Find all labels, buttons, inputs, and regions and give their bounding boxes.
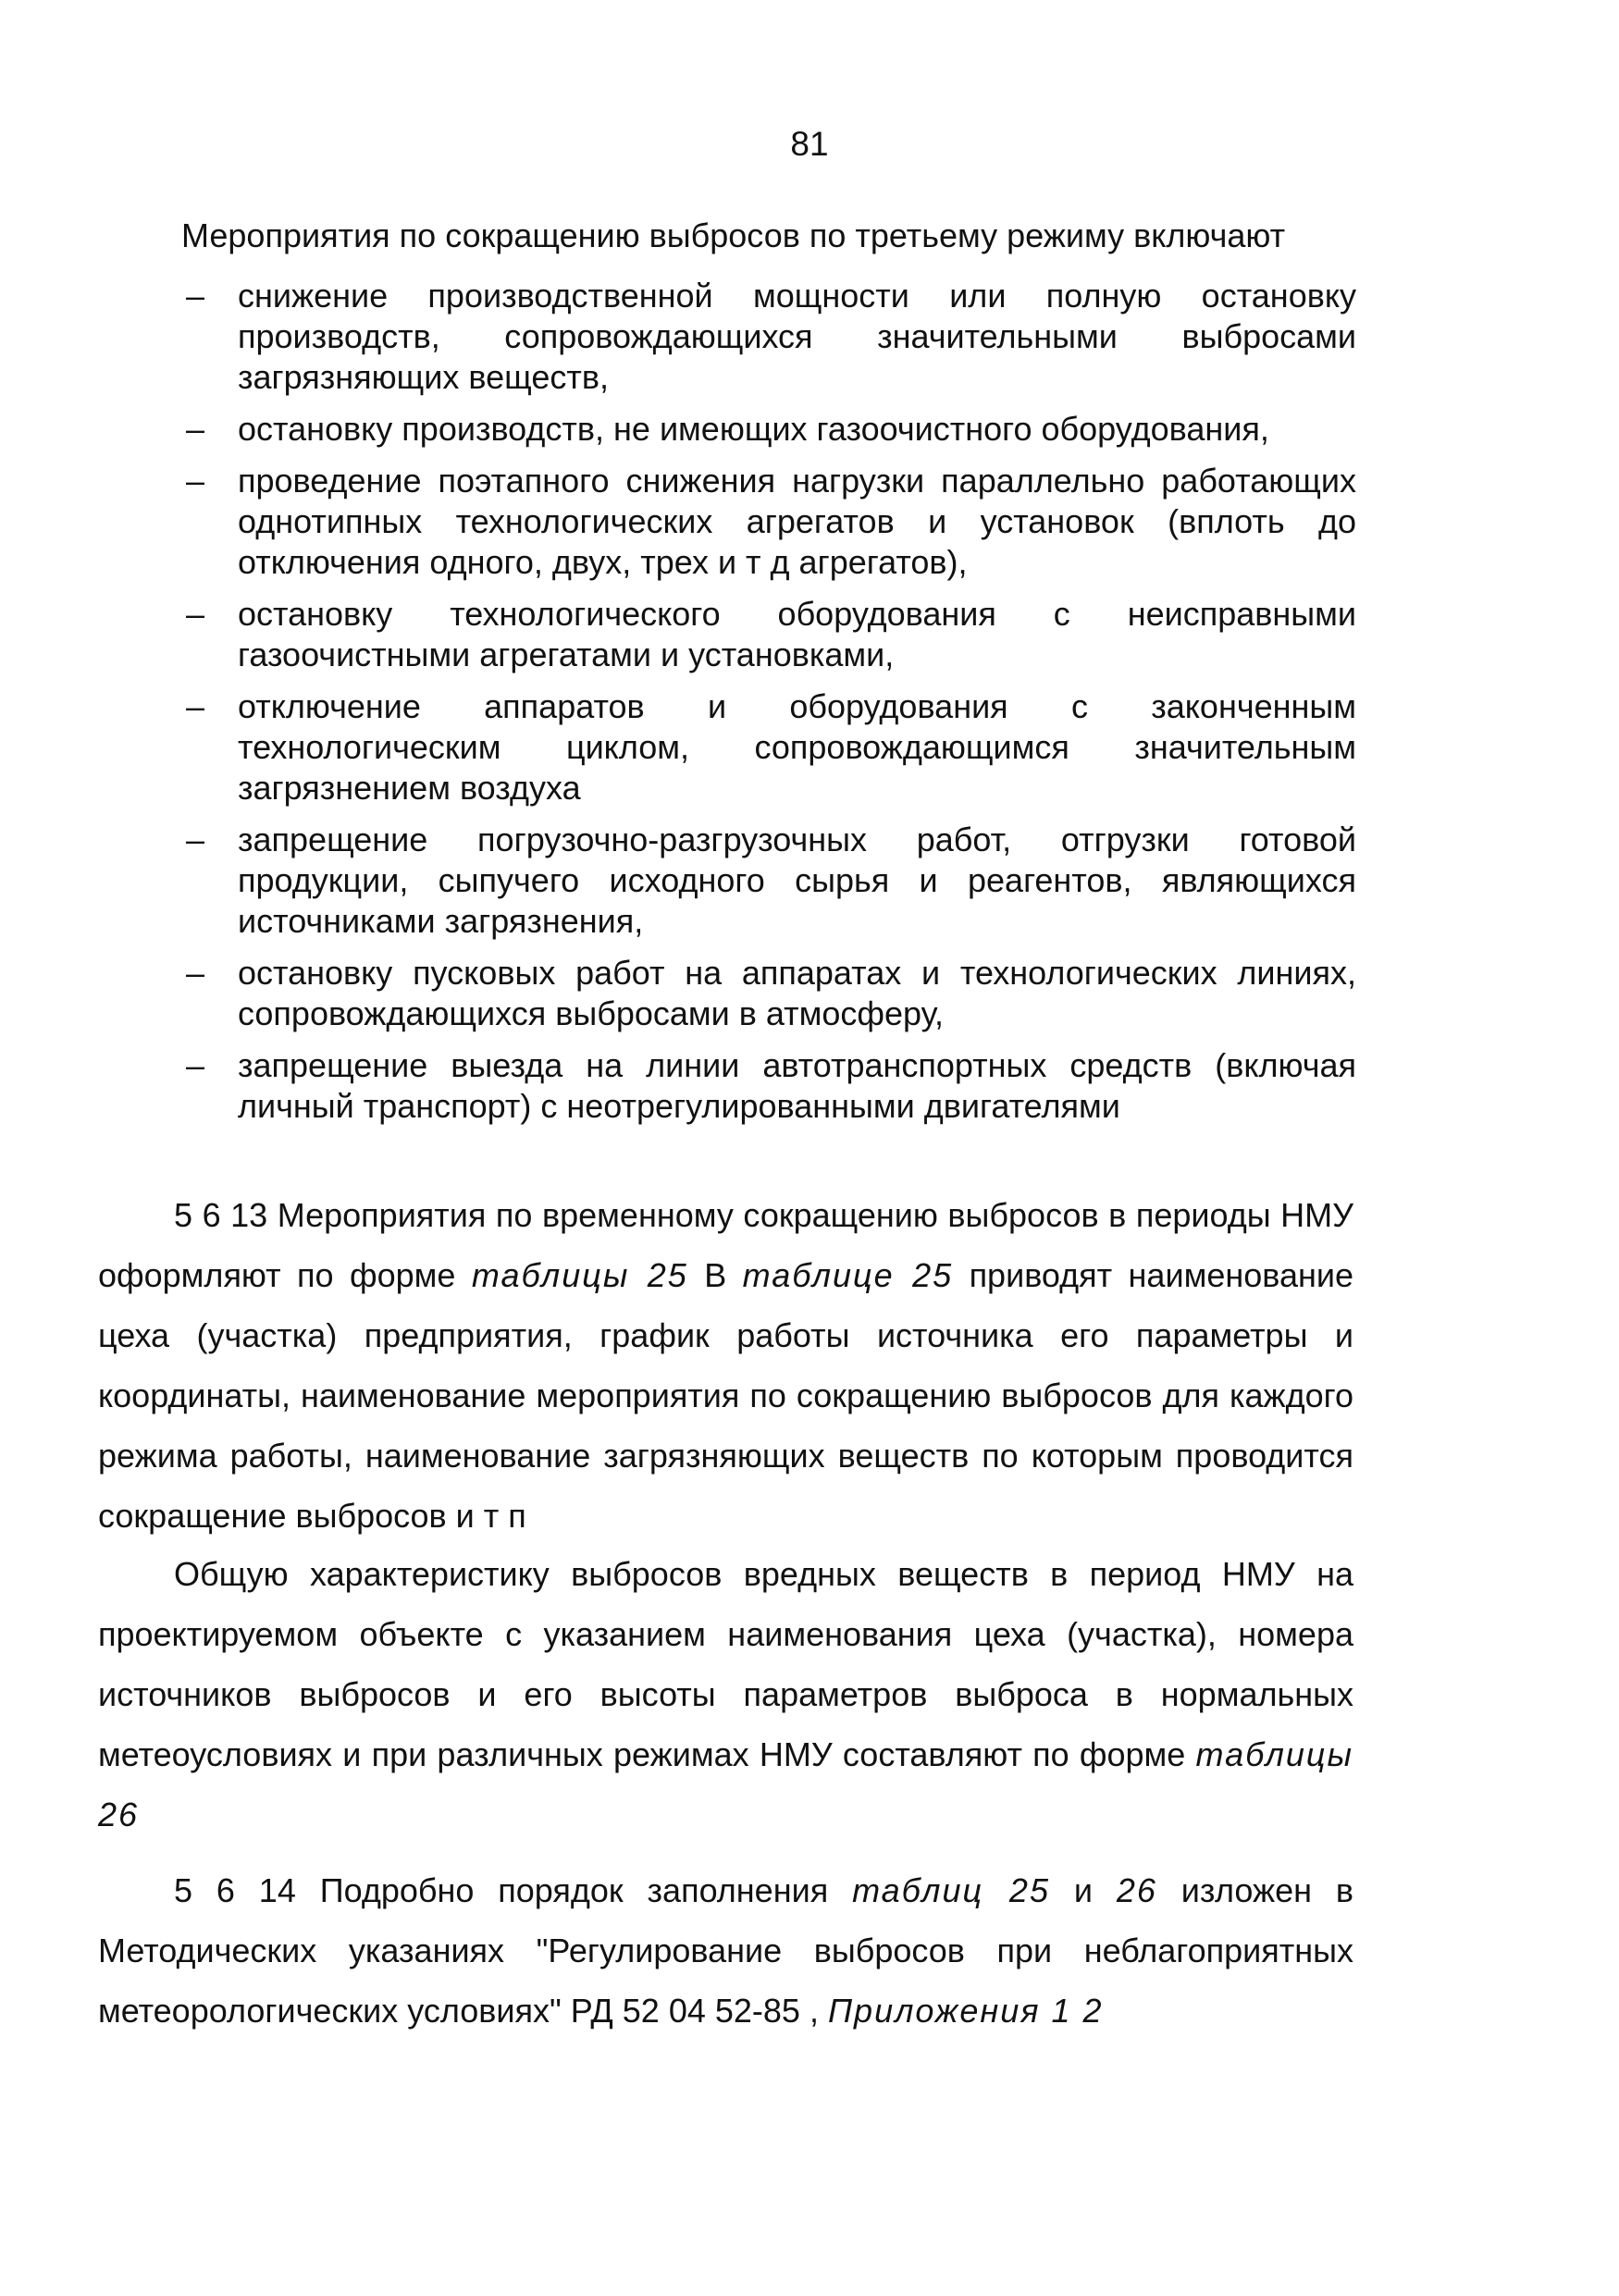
section-intro: Мероприятия по сокращению выбросов по третьему режиму включают (181, 216, 1286, 254)
table-reference: таблицы 25 (471, 1256, 688, 1294)
list-item-text: остановку технологического оборудования с неисправными газоочистными агрегатами и установками, (238, 595, 1356, 673)
page-number: 81 (790, 125, 829, 163)
paragraph-general-characteristics (98, 1544, 1353, 1845)
table-reference: 26 (1116, 1871, 1157, 1909)
list-item (181, 276, 1356, 398)
list-item (181, 409, 1356, 450)
dash-marker: – (185, 462, 205, 500)
paragraph-text: В (687, 1256, 743, 1294)
list-item (181, 686, 1356, 809)
appendix-reference: Приложения 1 2 (827, 1992, 1104, 2030)
dash-marker: – (185, 410, 205, 448)
dash-marker: – (185, 687, 205, 725)
paragraph-5-6-13 (98, 1185, 1353, 1546)
dash-marker: – (185, 277, 205, 315)
list-item-text: запрещение выезда на линии автотранспортных средств (включая личный транспорт) с неотрегулированными двигателями (238, 1046, 1356, 1125)
list-item (181, 953, 1356, 1034)
table-reference: таблиц 25 (852, 1871, 1050, 1909)
list-item-text: остановку производств, не имеющих газоочистного оборудования, (238, 410, 1269, 448)
list-item-text: проведение поэтапного снижения нагрузки параллельно работающих однотипных технологических агрегатов и установок (вплоть до отключения одного, двух, трех и т д агрегатов), (238, 462, 1356, 581)
table-reference: таблицы 26 (98, 1735, 1353, 1833)
paragraph-5-6-14 (98, 1860, 1353, 2041)
dash-marker: – (185, 954, 205, 992)
table-reference: таблице 25 (742, 1256, 954, 1294)
paragraph-text: изложен в Методических указаниях "Регулирование выбросов при неблагоприятных метеорологических условиях" РД 52 04 52-85 , (98, 1871, 1354, 2030)
list-item (181, 461, 1356, 583)
list-item-text: остановку пусковых работ на аппаратах и технологических линиях, сопровождающихся выбросами в атмосферу, (238, 954, 1356, 1032)
paragraph-text: 5 6 13 Мероприятия по временному сокращению выбросов в периоды НМУ оформляют по форме (98, 1196, 1353, 1294)
list-item-text: отключение аппаратов и оборудования с законченным технологическим циклом, сопровождающимся значительным загрязнением воздуха (238, 687, 1356, 807)
dash-marker: – (185, 595, 205, 633)
paragraph-text: приводят наименование цеха (участка) предприятия, график работы источника его параметры и координаты, наименование мероприятия по сокращению выбросов для каждого режима работы, наименование загрязняющих веществ по которым проводится сокращение выбросов и т п (98, 1256, 1353, 1535)
list-item (181, 820, 1356, 942)
paragraph-text: Общую характеристику выбросов вредных веществ в период НМУ на проектируемом объекте с указанием наименования цеха (участка), номера источников выбросов и его высоты параметров выброса в нормальных метеоусловиях и при различных режимах НМУ составляют по форме (98, 1555, 1353, 1773)
paragraph-text: и (1049, 1871, 1117, 1909)
paragraph-text: 5 6 14 Подробно порядок заполнения (174, 1871, 853, 1909)
dash-marker: – (185, 821, 205, 858)
list-item-text: запрещение погрузочно-разгрузочных работ, отгрузки готовой продукции, сыпучего исходного сырья и реагентов, являющихся источниками загрязнения, (238, 821, 1356, 940)
measures-list (181, 276, 1356, 1138)
dash-marker: – (185, 1046, 205, 1084)
list-item (181, 594, 1356, 675)
list-item-text: снижение производственной мощности или полную остановку производств, сопровождающихся значительными выбросами загрязняющих веществ, (238, 277, 1356, 396)
list-item (181, 1045, 1356, 1127)
